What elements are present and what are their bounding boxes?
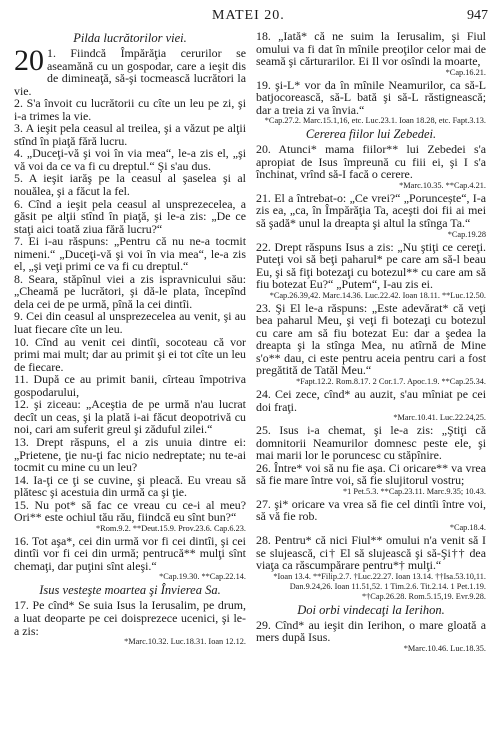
verse: 11. După ce au primit banii, cîrteau împotriva gospodarului, — [14, 372, 246, 399]
cross-reference: *Cap.27.2. Marc.15.1,16, etc. Luc.23.1. Ioan 18.28, etc. Fapt.3.13. — [264, 116, 486, 126]
verse: 26. Între* voi să nu fie aşa. Ci oricare** va vrea să fie mare între voi, să fie slujitorul vostru; — [256, 460, 486, 488]
verse: 27. şi* oricare va vrea să fie cel dintîi între voi, să vă fie rob. — [256, 496, 486, 524]
verse: 16. Tot aşa*, cei din urmă vor fi cei dintîi, şi cei dintîi vor fi cei din urmă; pentrucă** mulţi sînt chemaţi, dar puţini sînt aleşi.“ — [14, 533, 246, 573]
section-heading: Doi orbi vindecaţi la Ierihon. — [297, 602, 445, 617]
cross-reference: *Marc.10.32. Luc.18.31. Ioan 12.12. — [124, 637, 246, 647]
right-column — [256, 30, 486, 655]
cross-reference: *Cap.26.39,42. Marc.14.36. Luc.22.42. Ioan 18.11. **Luc.12.50. — [269, 290, 486, 300]
cross-reference: *Fapt.12.2. Rom.8.17. 2 Cor.1.7. Apoc.1.9. **Cap.25.34. — [296, 377, 486, 387]
book-chapter-title: MATEI 20. — [212, 8, 285, 23]
verse: 15. Nu pot* să fac ce vreau cu ce-i al meu? Ori** este ochiul tău rău, fiindcă eu sînt bun?“ — [14, 497, 246, 525]
verse: 28. Pentru* că nici Fiul** omului n'a venit să I se slujească, ci† El să slujească şi să-Şi†† dea viaţa ca răscumpărare pentru*† mulţi.“ — [256, 532, 486, 573]
cross-reference: *Marc.10.41. Luc.22.24,25. — [393, 413, 486, 423]
verse: 14. Ia-ţi ce ţi se cuvine, şi pleacă. Eu vreau să plătesc şi acestuia din urmă ca şi ţie. — [14, 472, 246, 500]
verse: 9. Cei din ceasul al unsprezecelea au venit, şi au luat fiecare cîte un leu. — [14, 309, 246, 337]
verse: 5. A ieşit iarăş pe la ceasul al şaselea şi al nouălea, şi a făcut la fel. — [14, 171, 246, 199]
cross-reference: *1 Pet.5.3. **Cap.23.11. Marc.9.35; 10.43. — [342, 486, 486, 496]
verse: 13. Drept răspuns, el a zis unuia dintre ei: „Prietene, ţie nu-ţi fac nicio nedreptate; nu te-ai tocmit cu mine cu un leu? — [14, 434, 246, 475]
cross-reference: *Ioan 13.4. **Filip.2.7. †Luc.22.27. Ioan 13.14. ††Isa.53.10,11. Dan.9.24,26. Ioan 11.51,52. 1 Tim.2.6. Tit.2.14. 1 Pet.1.19. *†Cap.26.28. Rom.5.15,19. Evr.9.28. — [273, 571, 486, 601]
verse: 20. Atunci* mama fiilor** lui Zebedei s'a apropiat de Isus împreună cu fiii ei, şi I s'a închinat, vrînd să-I facă o cerere. — [256, 142, 486, 182]
verse: 4. „Duceţi-vă şi voi în via mea“, le-a zis el, „şi vă voi da ce va fi cu dreptul.“ Şi s'au dus. — [14, 146, 246, 173]
running-header — [0, 8, 500, 28]
verse: 6. Cînd a ieşit pela ceasul al unsprezecelea, a găsit pe alţii stînd în piaţă, şi le-a zis: „De ce staţi aici toată ziua fără lucru?“ — [14, 196, 246, 236]
section-heading: Cererea fiilor lui Zebedei. — [305, 127, 437, 142]
cross-reference: *Cap.18.4. — [449, 522, 486, 532]
cross-reference: *Cap.16.21. — [445, 67, 486, 77]
cross-reference: *Marc.10.46. Luc.18.35. — [403, 643, 486, 653]
verse: 7. Ei i-au răspuns: „Pentru că nu ne-a tocmit nimeni.“ „Duceţi-vă şi voi în via mea“, le-a zis el, „şi veţi primi ce va fi cu dreptul.“ — [14, 234, 246, 274]
verse: 3. A ieşit pela ceasul al treilea, şi a văzut pe alţii stînd în piaţă fără lucru. — [14, 121, 246, 148]
verse: 12. şi ziceau: „Aceştia de pe urmă n'au lucrat decît un ceas, şi la plată i-ai făcut deopotrivă cu noi, cari am suferit greul şi zăduful zilei.“ — [14, 397, 246, 437]
section-heading: Isus vesteşte moartea şi Învierea Sa. — [39, 583, 221, 598]
section-heading: Pilda lucrătorilor viei. — [73, 31, 187, 45]
verse — [14, 44, 246, 98]
verse: 17. Pe cînd* Se suia Isus la Ierusalim, pe drum, a luat deoparte pe cei doisprezece ucenici, şi le-a zis: — [14, 598, 246, 638]
verse: 23. Şi El le-a răspuns: „Este adevărat* că veţi bea paharul Meu, şi veţi fi botezaţi cu botezul cu care am să fiu botezat Eu: dar a şedea la dreapta şi la stînga Mea, nu atîrnă de Mine s'o** dau, ci este pentru aceia pentru cari a fost pregătită de Tatăl Meu.“ — [256, 300, 486, 378]
verse: 24. Cei zece, cînd* au auzit, s'au mîniat pe cei doi fraţi. — [256, 387, 486, 414]
verse: 18. „Iată* că ne suim la Ierusalim, şi Fiul omului va fi dat în mînile preoţilor celor mai de seamă şi cărturarilor. Ei Il vor osîndi la moarte, — [256, 29, 486, 69]
verse: 8. Seara, stăpînul viei a zis ispravnicului său: „Cheamă pe lucrători, şi dă-le plata, începînd dela cei de pe urmă, pînă la cei dintîi. — [14, 271, 246, 311]
cross-reference: *Cap.19.30. **Cap.22.14. — [159, 572, 246, 582]
verse: 22. Drept răspuns Isus a zis: „Nu ştiţi ce cereţi. Puteţi voi să beţi paharul* pe care am să-l beau Eu, şi să fiţi botezaţi cu botezul** cu care am să fiu botezat Eu?“ „Putem“, I-au zis ei. — [256, 239, 486, 292]
verse: 10. Cînd au venit cei dintîi, socoteau că vor primi mai mult; dar au primit şi ei tot cîte un leu de fiecare. — [14, 334, 246, 374]
chapter-number: 20 — [14, 44, 44, 77]
verse-text: 1. Fiindcă Împărăţia cerurilor se aseamănă cu un gospodar, care a ieşit dis de dimineaţă, să-şi tocmească lucrători la vie. — [14, 46, 246, 98]
verse: 2. S'a învoit cu lucrătorii cu cîte un leu pe zi, şi i-a trimes la vie. — [14, 96, 246, 123]
page-number: 947 — [467, 8, 488, 23]
cross-reference: *Marc.10.35. **Cap.4.21. — [399, 180, 486, 190]
cross-reference: *Rom.9.2. **Deut.15.9. Prov.23.6. Cap.6.23. — [96, 523, 246, 533]
verse: 29. Cînd* au ieşit din Ierihon, o mare gloată a mers după Isus. — [256, 617, 486, 645]
verse: 21. El a întrebat-o: „Ce vrei?“ „Poruncește“, I-a zis ea, „ca, în Împărăţia Ta, aceşti doi fii ai mei să şadă* unul la dreapta şi altul la stînga Ta.“ — [256, 190, 486, 231]
cross-reference: *Cap.19.28 — [447, 229, 486, 239]
left-column — [14, 30, 246, 648]
verse: 25. Isus i-a chemat, şi le-a zis: „Ştiţi că domnitorii Neamurilor domnesc peste ele, şi mai marii lor le poruncesc cu stăpînire. — [256, 423, 486, 463]
verse: 19. şi-L* vor da în mînile Neamurilor, ca să-L batjocorească, să-L bată şi să-L răstignească; dar a treia zi va învia.“ — [256, 77, 486, 117]
